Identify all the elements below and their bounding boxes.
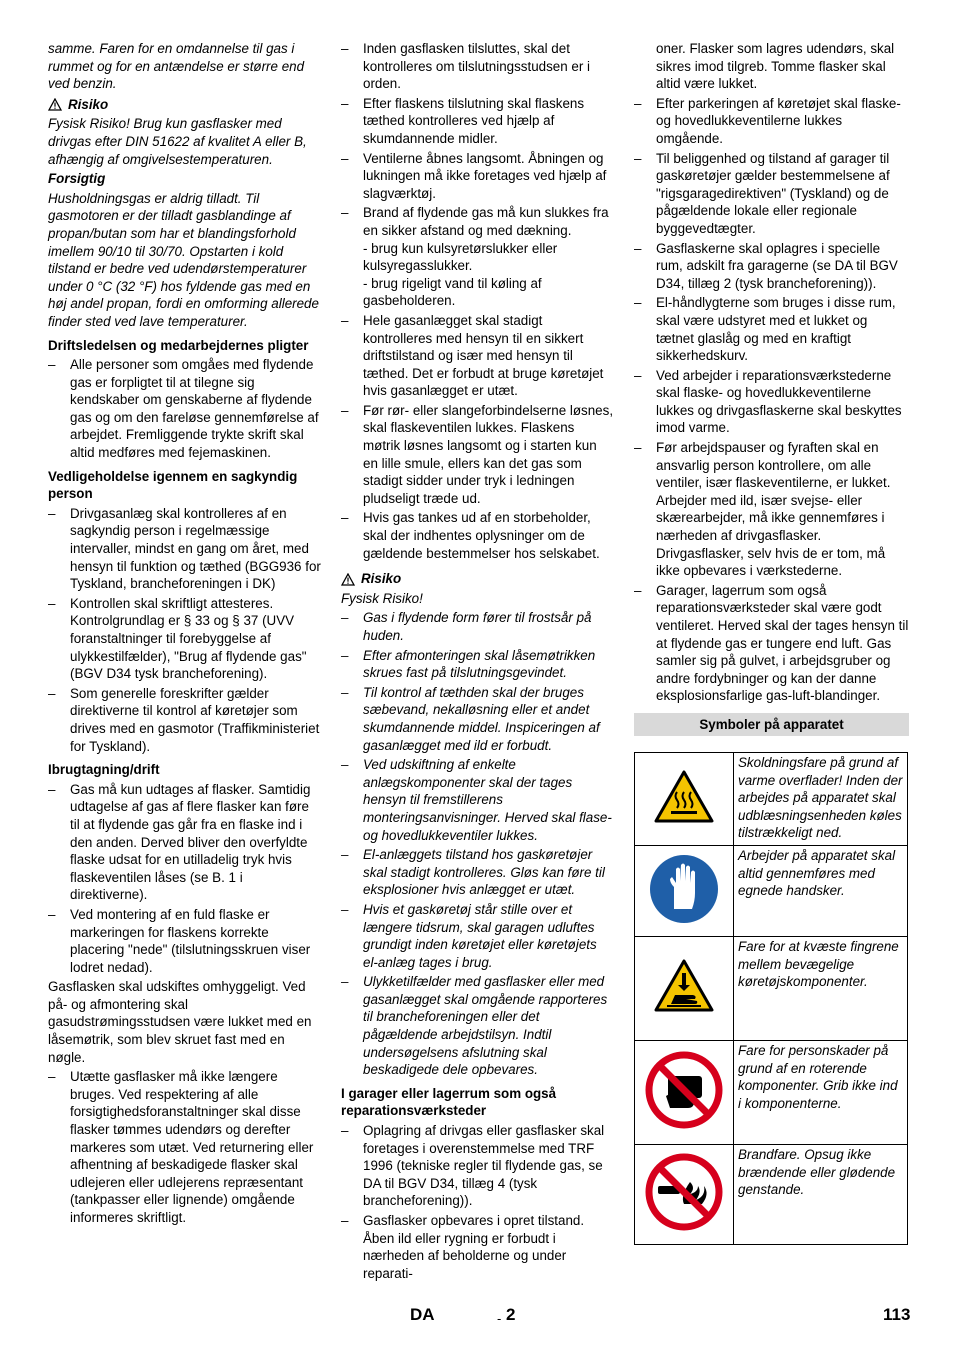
column-2 <box>341 40 615 1282</box>
footer-separator: - <box>497 1311 502 1326</box>
list-item: – Utætte gasflasker må ikke længere bruges. Ved respektering af alle forsigtighedsforanstaltninger skal disse flasker tømmes udendørs og derefter markeres som utæt. Ved returnering eller afhentning af beskadigede flasker skal udlejeren eller udlejerens repræsentant (tankpasser eller lignende) omgående informeres skriftligt. <box>48 1068 322 1226</box>
list-item: – Efter flaskens tilslutning skal flaskens tæthed kontrolleres ved hjælp af skumdannende midler. <box>341 95 615 148</box>
list-item: – Til kontrol af tæthden skal der bruges sæbevand, nekalløsning eller et andet skumdannende middel. Inspiceringen af gasanlægget med ild er forbudt. <box>341 684 615 754</box>
list-item: – Brand af flydende gas må kun slukkes fra en sikker afstand og med dækning. - brug kun kulsyretørslukker eller kulsyregasslukker. - brug rigeligt vand til køling af gasbeholderen. <box>341 204 615 310</box>
list-item: – Gasflaskerne skal oplagres i specielle rum, adskilt fra garagerne (se DA til BGV D34, tillæg 2 (tysk brancheforening)). <box>634 240 909 293</box>
symbol-text: Skoldningsfare på grund af varme overflader! Inden der arbejdes på apparatet skal udblæsningsenheden køles tilstrækkeligt ned. <box>734 752 908 845</box>
intro-text: samme. Faren for en omdannelse til gas i rummet og for en antændelse er større end ved benzin. <box>48 41 305 92</box>
symbol-text: Fare for at kvæste fingrene mellem bevægelige køretøjskomponenter. <box>734 936 908 1040</box>
risk-title: Risiko <box>68 96 109 112</box>
list-item: – Gasflasker opbevares i opret tilstand. Åben ild eller rygning er forbudt i nærheden af beholderne og under reparati- <box>341 1212 615 1282</box>
risk-title-2: Risiko <box>361 571 402 587</box>
symbol-row <box>635 1040 908 1144</box>
garage-heading: I garager eller lagerrum som også reparationsværksteder <box>341 1085 557 1119</box>
symbol-text: Arbejder på apparatet skal altid gennemføres med egnede handsker. <box>734 845 908 936</box>
caution-title: Forsigtig <box>48 171 106 187</box>
warning-triangle-icon <box>48 98 62 111</box>
list-item: – Ulykketilfælder med gasflasker eller med gasanlægget skal omgående rapporteres til brancheforeningen eller det pågældende arbejdstilsyn. Indtil undersøgelsens afslutning skal beskadigede dele opbevares. <box>341 973 615 1079</box>
list-item: – Gas må kun udtages af flasker. Samtidig udtagelse af gas af flere flasker kan føre til at flydende gas går fra en flaske ind i den anden. Derved bliver den overfyldte flaske udsat for en utilladelig tryk hvis flaskeventilen låses (se B. 1 i direktiverne). <box>48 781 322 904</box>
risk-heading <box>48 96 322 114</box>
list-item: – Hele gasanlægget skal stadigt kontrolleres med hensyn til en sikkert driftstilstand og især med hensyn til tæthed. Det er forbudt at bruge køretøjet hvis gasanlægget er utæt. <box>341 312 615 400</box>
duties-heading: Driftsledelsen og medarbejdernes pligter <box>48 337 309 353</box>
footer-language: DA <box>410 1305 435 1324</box>
symbols-heading: Symboler på apparatet <box>634 713 909 736</box>
list-item: – Efter afmonteringen skal låsemøtrikken skrues fast på tilslutningsgevindet. <box>341 647 615 682</box>
no-reach-rotating-icon <box>644 1050 724 1130</box>
list-item: – Efter parkeringen af køretøjet skal flaske- og hovedlukkeventilerne lukkes omgående. <box>634 95 909 148</box>
symbol-text: Brandfare. Opsug ikke brændende eller glødende genstande. <box>734 1144 908 1244</box>
list-item: – El-anlæggets tilstand hos gaskøretøjer skal stadigt kontrolleres. Gløs kan føre til eksplosioner hvis anlægget er utæt. <box>341 846 615 899</box>
list-item: – Oplagring af drivgas eller gasflasker skal foretages i overenstemmelse med TRF 1996 (tekniske regler til flydende gas, se DA til BGV D34, tillæg 4 (tysk brancheforening)). <box>341 1122 615 1210</box>
list-item: – Ved udskiftning af enkelte anlægskomponenter skal der tages hensyn til fremstillerens monteringsanvisninger. Herved skal flase- og hovedlukkeventiler lukkes. <box>341 756 615 844</box>
list-item: – Kontrollen skal skriftligt attesteres. Kontrolgrundlag er § 33 og § 37 (UVV foranstaltninger til forebyggelse af ulykkestilfælder), "Brug af flydende gas" (BGV D34 tysk brancheforening). <box>48 595 322 683</box>
risk-text: Fysisk Risiko! Brug kun gasflasker med drivgas efter DIN 51622 af kvalitet A eller B, afhængig af omgivelsestemperaturen. <box>48 116 307 167</box>
risk-list <box>341 609 615 1078</box>
operation-heading: Ibrugtagning/drift <box>48 762 160 778</box>
symbol-row <box>635 936 908 1040</box>
maintenance-heading: Vedligeholdelse igennem en sagkyndig person <box>48 468 298 502</box>
column-1 <box>48 40 322 1227</box>
list-item: – Ventilerne åbnes langsomt. Åbningen og lukningen må ikke foretages ved hjælp af slagværktøj. <box>341 150 615 203</box>
symbol-row <box>635 1144 908 1244</box>
risk-heading-2 <box>341 570 615 588</box>
list-item: – Hvis et gaskøretøj står stille over et længere tidsrum, skal garagen udluftes grundigt inden køretøjet eller køretøjets el-anlæg tages i brug. <box>341 901 615 971</box>
column-3 <box>634 40 909 1245</box>
swap-list <box>48 1068 322 1226</box>
operation-list <box>48 781 322 977</box>
risk-text-2: Fysisk Risiko! <box>341 590 423 606</box>
symbols-table <box>634 752 908 1245</box>
storage-list <box>634 95 909 705</box>
list-item: – Før rør- eller slangeforbindelserne løsnes, skal flaskeventilen lukkes. Flaskens møtrik løsnes langsomt og i starten kun en lille smule, ellers kan det gas som stadigt sidder under tryk i ledningen pludseligt træde ud. <box>341 402 615 508</box>
no-fire-icon <box>644 1152 724 1232</box>
list-item: – Hvis gas tankes ud af en storbeholder, skal der indhentes oplysninger om de gældende bestemmelser hos selskabet. <box>341 509 615 562</box>
list-item: – Inden gasflasken tilsluttes, skal det kontrolleres om tilslutningsstudsen er i orden. <box>341 40 615 93</box>
crush-hand-warning-icon <box>653 958 715 1014</box>
list-item: – Før arbejdspauser og fyraften skal en ansvarlig person kontrollere, om alle ventiler, især flaskeventilerne, er lukket. Arbejder med ild, især svejse- eller skærearbejder, må ikke gennemføres i nærheden af drivgasflasker. Drivgasflasker, selv hvis de er tom, må ikke opbevares i værkstederne. <box>634 439 909 580</box>
footer-section-number: 2 <box>506 1305 516 1324</box>
gas-handling-list <box>341 40 615 562</box>
list-item: – El-håndlygterne som bruges i disse rum, skal være udstyret med et lukket og tætnet glaslåg og med en kraftigt sikkerhedskurv. <box>634 294 909 364</box>
continued-text: oner. Flasker som lagres udendørs, skal sikres imod tilgreb. Tomme flasker skal altid være lukket. <box>656 41 895 92</box>
list-item: – Drivgasanlæg skal kontrolleres af en sagkyndig person i regelmæssige intervaller, mindst en gang om året, med hensyn til funktion og tæthed (BGG936 for Tyskland, brancheforeningen i DK) <box>48 505 322 593</box>
garage-list <box>341 1122 615 1282</box>
list-item: – Alle personer som omgåes med flydende gas er forpligtet til at tilegne sig kendskaber om genskaberne af flydende gas og om den fareløse gennemførelse af arbejdet. Fremliggende trykte skrift skal altid medføres med fejemaskinen. <box>48 356 322 462</box>
page-number: 113 <box>883 1305 911 1324</box>
wear-gloves-icon <box>648 853 720 925</box>
list-item: – Til beliggenhed og tilstand af garager til gaskøretøjer gælder bestemmelsene af "rigsgaragedirektiven" (Tyskland) og de pågældende lokale eller regionale byggevedtægter. <box>634 150 909 238</box>
duties-list <box>48 356 322 462</box>
list-item: – Som generelle foreskrifter gælder direktiverne til kontrol af køretøjer som drives med en gasmotor (Traffikministeriet for Tyskland). <box>48 685 322 755</box>
list-item: – Ved arbejder i reparationsværkstederne skal flaske- og hovedlukkeventilerne lukkes og drivgasflaskerne skal beskyttes imod varme. <box>634 367 909 437</box>
list-item: – Ved montering af en fuld flaske er markeringen for flaskens korrekte placering "nede" (tilslutningsskruen viser lodret nedad). <box>48 906 322 976</box>
symbol-row <box>635 845 908 936</box>
swap-text: Gasflasken skal udskiftes omhyggeligt. Ved på- og afmontering skal gasudstrømingsstudsen være lukket med en låsemøtrik, som blev skruet fast med en nøgle. <box>48 979 312 1065</box>
symbol-text: Fare for personskader på grund af en roterende komponenter. Grib ikke ind i komponenterne. <box>734 1040 908 1144</box>
caution-text: Husholdningsgas er aldrig tilladt. Til gasmotoren er der tilladt gasblandinge af propan/butan som har et blandingsforhold imellem 90/10 til 30/70. Opstarten i kold tilstand er bedre ved udendørstemperaturer under 0 °C (32 °F) hos fyldende gas med en høj andel propan, fordi en omforming allerede finder sted ved lave temperaturer. <box>48 190 319 329</box>
warning-triangle-icon <box>341 573 355 586</box>
maintenance-list <box>48 505 322 755</box>
list-item: – Gas i flydende form fører til frostsår på huden. <box>341 609 615 644</box>
hot-surface-warning-icon <box>653 769 715 825</box>
list-item: – Garager, lagerrum som også reparationsværksteder skal være godt ventileret. Herved skal der tages hensyn til at flydende gas er tungere end luft. Gas samler sig på gulvet, i arbejdsgruber og andre fordybninger og kan der danne eksplosionsfarlige gas-luft-blandinger. <box>634 582 909 705</box>
symbol-row <box>635 752 908 845</box>
